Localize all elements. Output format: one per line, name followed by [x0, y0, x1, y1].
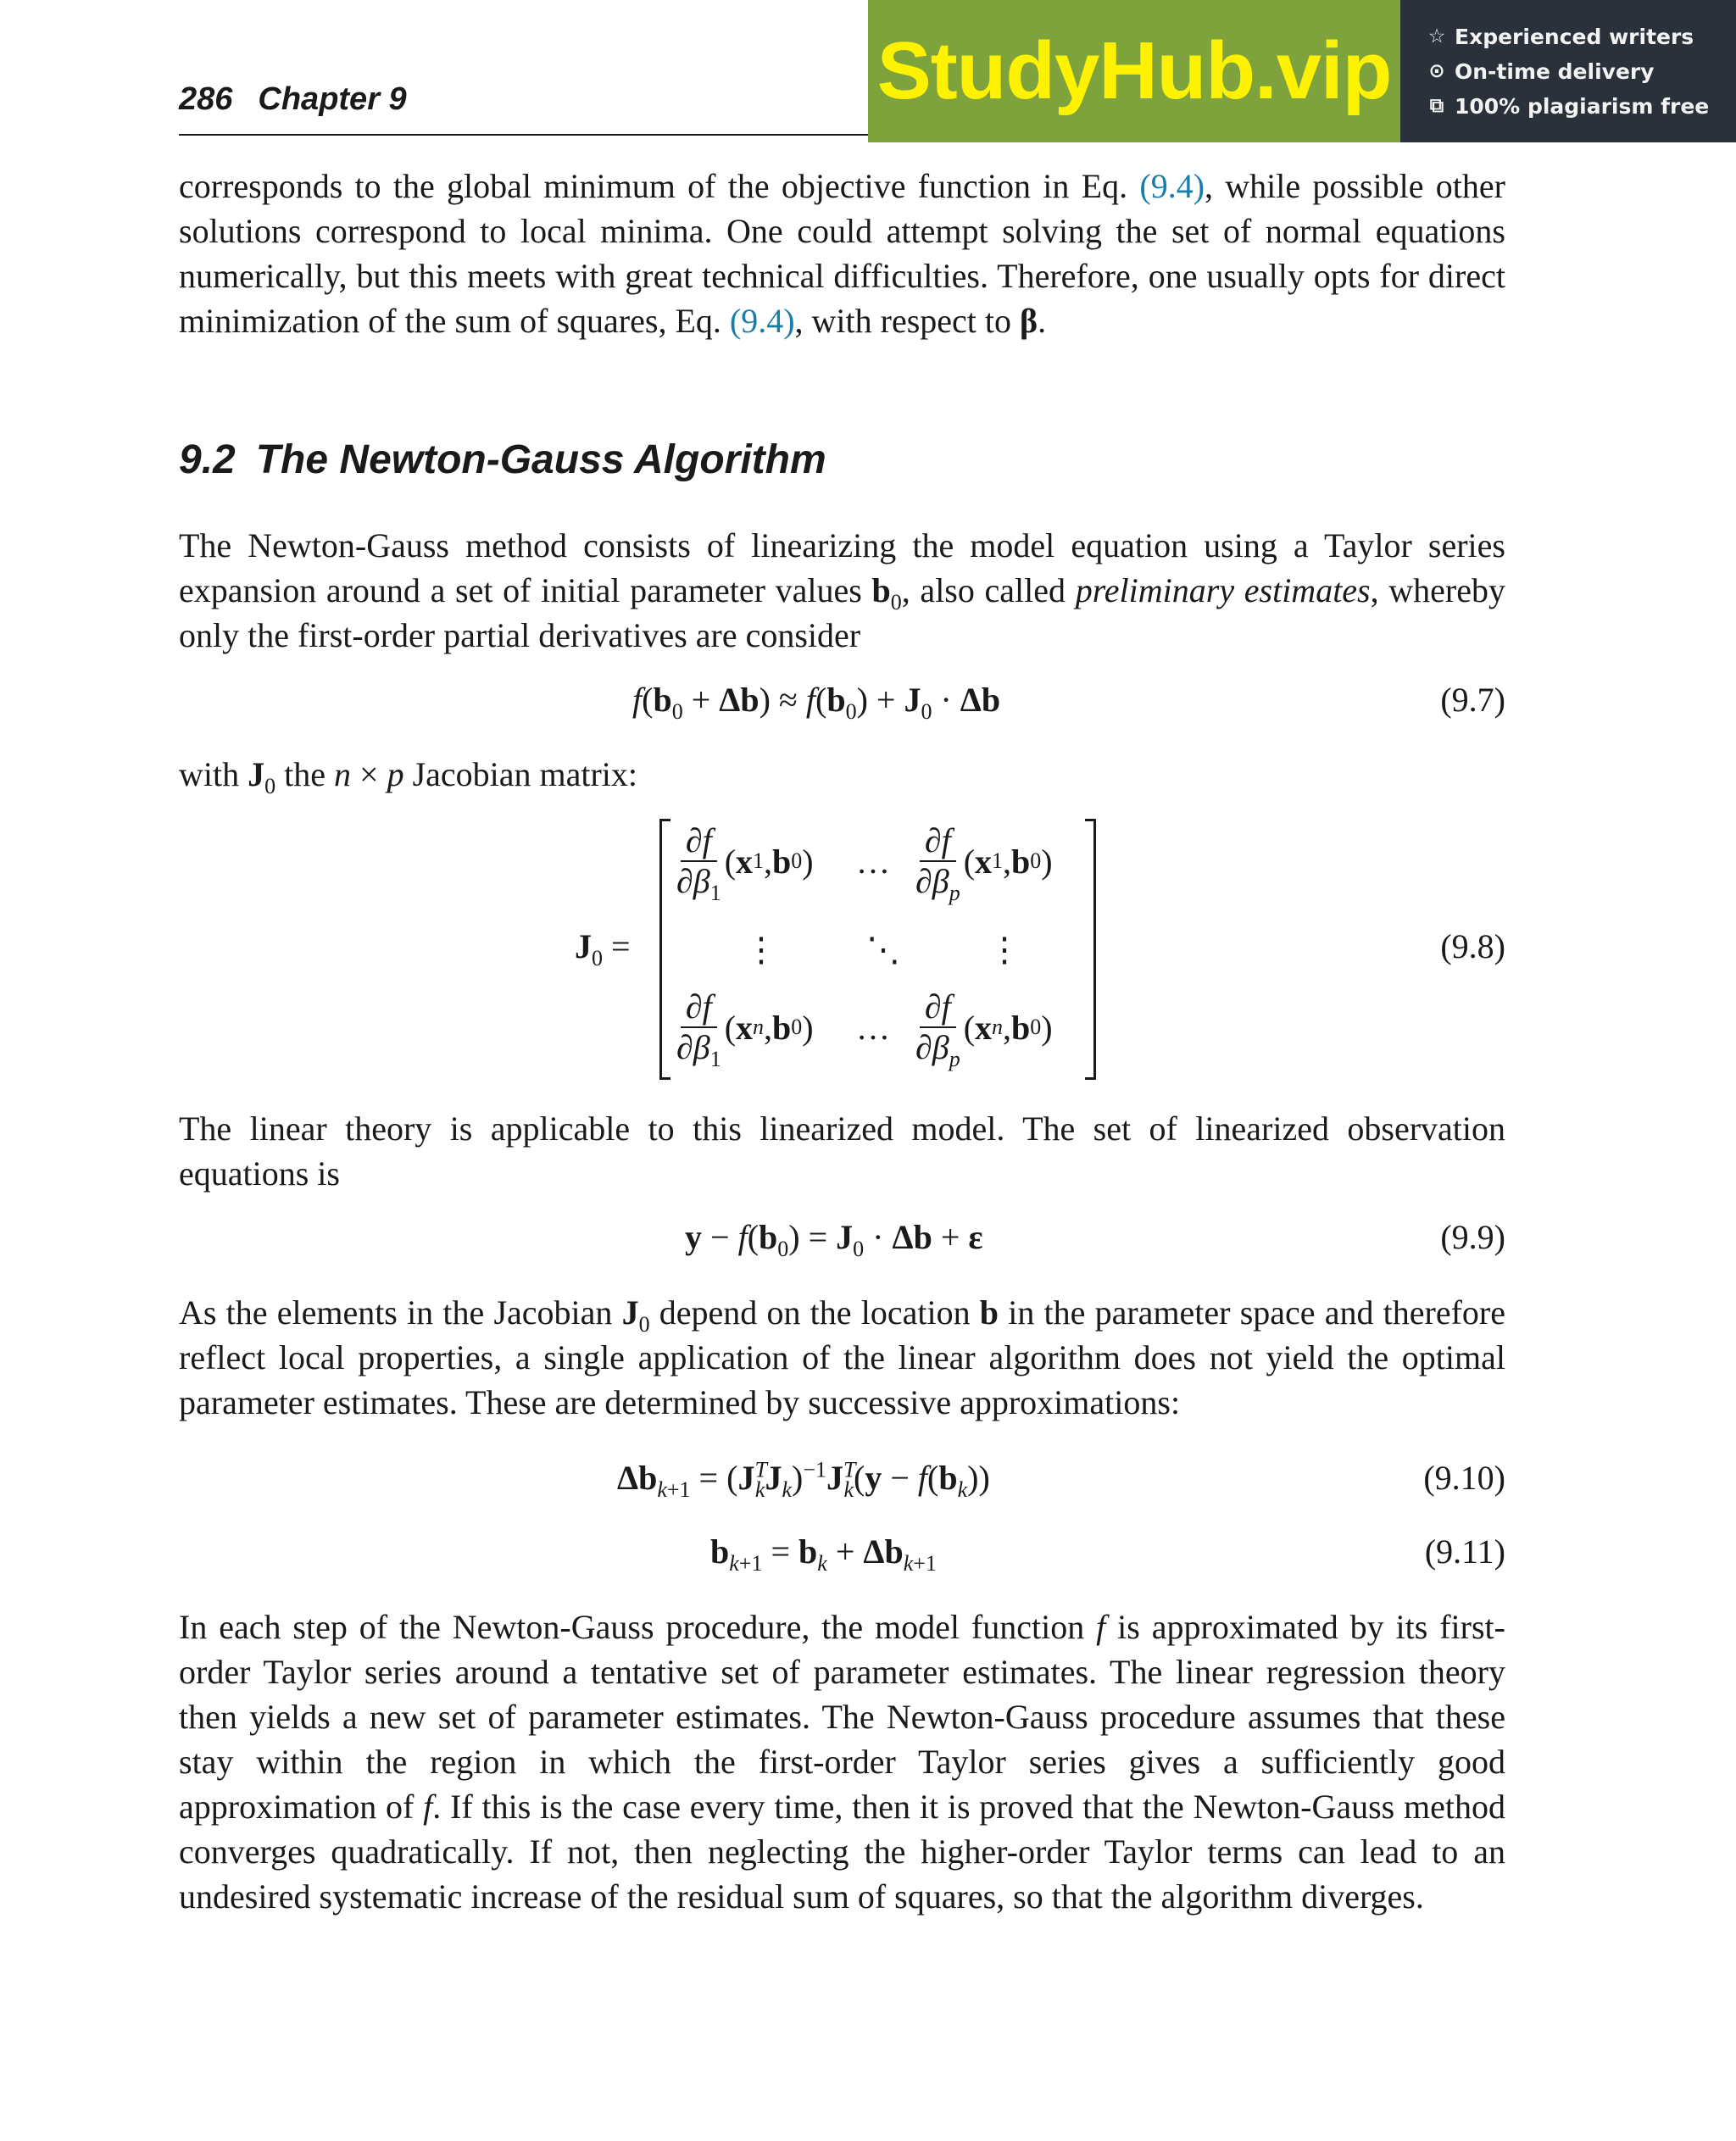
matrix-lhs: $J_0$ = — [575, 927, 631, 970]
subscript: 0 — [890, 590, 902, 614]
equation-ref-link[interactable]: (9.4) — [1139, 167, 1205, 205]
paragraph-newton-gauss — [179, 523, 1505, 658]
matrix-ellipsis: … — [856, 842, 890, 881]
math-f: f — [423, 1788, 433, 1826]
emphasis: preliminary estimates — [1075, 571, 1371, 609]
text: , whereby only the first-order partial derivatives are consider — [179, 571, 1506, 654]
paragraph-intro — [179, 164, 1505, 343]
math-n: n — [334, 755, 351, 793]
badge-experienced — [1426, 19, 1736, 54]
paragraph-procedure — [179, 1604, 1505, 1919]
text: The Newton-Gauss method consists of linearizing the model equation using a Taylor series expansion around a set of initial parameter values — [179, 526, 1505, 609]
math-J: J — [621, 1293, 639, 1332]
badge-plagiarism — [1426, 89, 1736, 124]
equation-number: (9.9) — [1440, 1218, 1505, 1256]
math-p: p — [387, 755, 404, 793]
jacobian-intro — [179, 752, 1505, 797]
badge-text: Experienced writers — [1455, 24, 1694, 49]
star-icon: ☆ — [1427, 25, 1446, 47]
matrix-vdots: ⋮ — [988, 930, 1021, 969]
math-J: J — [248, 755, 265, 793]
text: As the elements in the Jacobian — [179, 1293, 622, 1332]
math-f: f — [1096, 1608, 1106, 1646]
badge-text: On-time delivery — [1455, 58, 1655, 84]
equation-number: (9.10) — [1423, 1459, 1505, 1497]
text: corresponds to the global minimum of the objective function in Eq. — [179, 167, 1140, 205]
text: , also called — [901, 571, 1076, 609]
equation-9-7: $f(b_0 + \Delta b) \approx f(b_0) + J_0 \cdot \Delta b$ — [632, 681, 1001, 724]
section-heading — [179, 437, 826, 483]
text: is approximated by its first-order Taylor series around a tentative set of parameter estimates. The linear regression theory then yields a new set of parameter estimates. The Newton-Gauss procedure assumes that these stay within the region in which the first-order Taylor series gives a sufficiently good approximation of — [179, 1608, 1505, 1826]
text: Jacobian matrix: — [403, 755, 638, 793]
matrix-cell-np: $\frac{\partial f}{\partial\beta_p}$ ( x n , b 0 ) — [915, 987, 1053, 1071]
text: . If this is the case every time, then it is proved that the Newton-Gauss method converges quadratically. If not, then neglecting the higher-order Taylor terms can lead to an undesired systematic increase of the residual sum of squares, so that the algorithm diverges. — [179, 1788, 1506, 1916]
math-b: b — [871, 571, 891, 609]
text: in the parameter space and therefore reflect local properties, a single application of the linear algorithm does not yield the optimal parameter estimates. These are determined by successive approximations: — [179, 1293, 1505, 1421]
badge-text: 100% plagiarism free — [1455, 93, 1710, 119]
watermark-logo-panel — [868, 0, 1400, 142]
text: depend on the location — [649, 1293, 980, 1332]
running-header — [179, 81, 407, 118]
equation-9-11: $b_{k+1} = b_k + \Delta b_{k+1}$ — [710, 1532, 937, 1576]
equation-9-9: $y - f(b_0) = J_0 \cdot \Delta b + \varepsilon$ — [685, 1218, 983, 1261]
text: the — [275, 755, 334, 793]
jacobian-matrix — [659, 819, 1096, 1080]
section-number: 9.2 — [179, 437, 236, 482]
right-bracket — [1085, 819, 1096, 1080]
watermark-logo: StudyHub.vip — [876, 25, 1392, 116]
subscript: 0 — [638, 1312, 650, 1337]
matrix-ddots: ⋱ — [866, 930, 900, 969]
watermark-badges — [1400, 0, 1736, 142]
equation-9-10: $\Delta b_{k+1} = (J^T_kJ_k)^{-1}J^T_k(y - f(b_k))$ — [617, 1457, 990, 1502]
equation-number: (9.8) — [1440, 927, 1505, 965]
section-title: The Newton-Gauss Algorithm — [255, 437, 826, 482]
left-bracket — [659, 819, 670, 1080]
copy-icon: ⧉ — [1429, 94, 1444, 117]
paragraph-linear-theory: The linear theory is applicable to this linearized model. The set of linearized observation equations is — [179, 1109, 1505, 1193]
paragraph-jacobian-location — [179, 1290, 1505, 1425]
text: In each step of the Newton-Gauss procedure, the model function — [179, 1608, 1097, 1646]
text: , while possible other solutions correspond to local minima. One could attempt solving the set of normal equations numerically, but this meets with great technical difficulties. Therefore, one usually opts for direct minimization of the sum of squares, Eq. — [179, 167, 1505, 340]
matrix-vdots: ⋮ — [744, 930, 778, 969]
matrix-ellipsis: … — [856, 1008, 890, 1047]
clock-icon: ⊙ — [1428, 59, 1445, 82]
text: . — [1038, 302, 1047, 340]
watermark-banner[interactable] — [868, 0, 1736, 142]
text: with — [179, 755, 248, 793]
subscript: 0 — [264, 774, 276, 798]
matrix-cell-1p: $\frac{\partial f}{\partial\beta_p}$ ( x 1 , b 0 ) — [915, 821, 1053, 905]
text: × — [351, 755, 387, 793]
equation-number: (9.7) — [1440, 681, 1505, 719]
matrix-cell-11: $\frac{\partial f}{\partial\beta_1}$ ( x 1 , b 0 ) — [676, 821, 814, 905]
chapter-label: Chapter 9 — [258, 81, 407, 117]
math-b: b — [979, 1293, 999, 1332]
text: , with respect to — [794, 302, 1021, 340]
badge-on-time — [1426, 54, 1736, 89]
page-number: 286 — [179, 81, 233, 117]
equation-number: (9.11) — [1424, 1532, 1505, 1571]
beta-symbol: β — [1020, 302, 1038, 340]
equation-ref-link[interactable]: (9.4) — [729, 302, 795, 340]
matrix-cell-n1: $\frac{\partial f}{\partial\beta_1}$ ( x n , b 0 ) — [676, 987, 814, 1071]
